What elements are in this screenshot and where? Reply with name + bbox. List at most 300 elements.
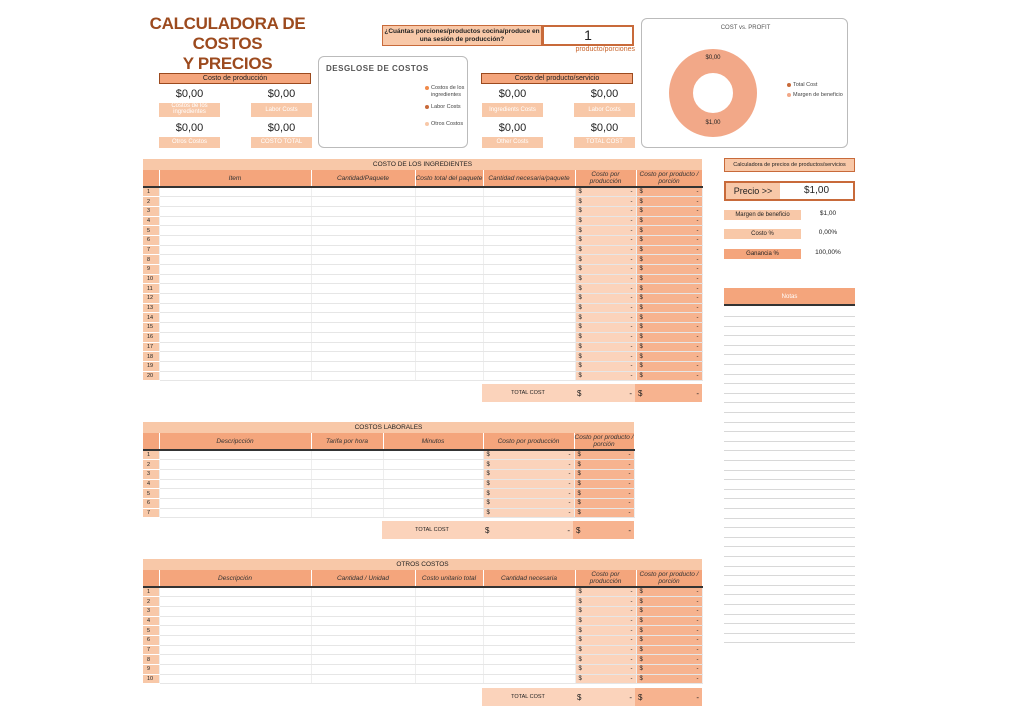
note-line[interactable] <box>724 335 855 336</box>
breakdown-legend <box>425 85 467 128</box>
table-cell[interactable] <box>483 361 575 371</box>
table-cell[interactable] <box>311 587 415 597</box>
table-cell[interactable] <box>483 587 575 597</box>
table-cell[interactable] <box>383 469 483 479</box>
table-cell[interactable] <box>159 265 311 275</box>
table-cell[interactable] <box>159 284 311 294</box>
table-row <box>143 255 702 265</box>
ingredients-total-portion: $ - <box>635 384 702 402</box>
table-cell[interactable] <box>415 206 483 216</box>
row-number: 7 <box>143 508 159 518</box>
legend-dot <box>425 86 429 90</box>
table-cell[interactable] <box>311 626 415 636</box>
portion-cost-cell: $ - <box>574 460 634 470</box>
table-cell[interactable] <box>483 235 575 245</box>
product-labor-label: Labor Costs <box>574 103 635 117</box>
portion-cost-cell: $ - <box>636 197 702 207</box>
col-description: Descripcción <box>159 433 311 450</box>
table-cell[interactable] <box>415 616 483 626</box>
note-line[interactable] <box>724 546 855 547</box>
table-cell[interactable] <box>311 469 383 479</box>
table-cell[interactable] <box>311 489 383 499</box>
table-cell[interactable] <box>483 371 575 381</box>
metric-cost-label: Costo % <box>724 229 801 239</box>
portion-cost-cell: $ - <box>636 674 702 684</box>
portions-question: ¿Cuántas porciones/productos cocina/produce en una sesión de producción? <box>382 25 542 46</box>
table-cell[interactable] <box>483 674 575 684</box>
table-cell[interactable] <box>311 352 415 362</box>
portion-cost-cell: $ - <box>636 606 702 616</box>
production-cost-cell: $ - <box>575 265 636 275</box>
production-cost-cell: $ - <box>575 655 636 665</box>
row-number: 10 <box>143 674 159 684</box>
row-number: 1 <box>143 187 159 197</box>
table-row <box>143 469 634 479</box>
note-line[interactable] <box>724 441 855 442</box>
table-cell[interactable] <box>159 342 311 352</box>
note-line[interactable] <box>724 316 855 317</box>
table-cell[interactable] <box>483 206 575 216</box>
row-number: 3 <box>143 606 159 616</box>
ingredients-total-production: $ - <box>574 384 635 402</box>
table-cell[interactable] <box>483 294 575 304</box>
note-line[interactable] <box>724 393 855 394</box>
table-cell[interactable] <box>415 303 483 313</box>
note-line[interactable] <box>724 326 855 327</box>
row-number: 18 <box>143 352 159 362</box>
price-box <box>724 181 855 201</box>
labor-table <box>143 422 634 518</box>
row-number: 16 <box>143 332 159 342</box>
note-line[interactable] <box>724 633 855 634</box>
table-row <box>143 265 702 275</box>
note-line[interactable] <box>724 374 855 375</box>
portion-cost-cell: $ - <box>636 665 702 675</box>
production-labor-value: $0,00 <box>267 88 296 100</box>
row-number: 19 <box>143 361 159 371</box>
note-line[interactable] <box>724 402 855 403</box>
note-line[interactable] <box>724 537 855 538</box>
table-cell[interactable] <box>311 361 415 371</box>
table-cell[interactable] <box>159 674 311 684</box>
table-cell[interactable] <box>311 655 415 665</box>
table-cell[interactable] <box>311 187 415 197</box>
portion-cost-cell: $ - <box>636 265 702 275</box>
table-cell[interactable] <box>415 597 483 607</box>
table-cell[interactable] <box>383 508 483 518</box>
portion-cost-cell: $ - <box>636 216 702 226</box>
table-cell[interactable] <box>311 255 415 265</box>
row-number: 7 <box>143 645 159 655</box>
table-cell[interactable] <box>415 606 483 616</box>
note-line[interactable] <box>724 345 855 346</box>
note-line[interactable] <box>724 479 855 480</box>
table-cell[interactable] <box>483 352 575 362</box>
table-cell[interactable] <box>159 616 311 626</box>
table-cell[interactable] <box>159 371 311 381</box>
table-cell[interactable] <box>311 498 383 508</box>
product-total-label: TOTAL COST <box>574 137 635 148</box>
row-number: 13 <box>143 303 159 313</box>
product-ingredients-label: Ingredients Costs <box>482 103 543 117</box>
table-cell[interactable] <box>311 265 415 275</box>
note-line[interactable] <box>724 623 855 624</box>
table-cell[interactable] <box>383 498 483 508</box>
table-cell[interactable] <box>159 626 311 636</box>
table-cell[interactable] <box>311 206 415 216</box>
table-cell[interactable] <box>159 332 311 342</box>
table-cell[interactable] <box>483 216 575 226</box>
table-cell[interactable] <box>483 274 575 284</box>
table-cell[interactable] <box>483 626 575 636</box>
table-cell[interactable] <box>159 206 311 216</box>
production-cost-cell: $ - <box>483 469 574 479</box>
col-portion-cost: Costo por producto / porción <box>636 570 702 587</box>
row-number: 9 <box>143 265 159 275</box>
product-total-value: $0,00 <box>590 122 619 134</box>
table-cell[interactable] <box>415 284 483 294</box>
table-cell[interactable] <box>415 665 483 675</box>
table-cell[interactable] <box>311 597 415 607</box>
product-other-label: Other Costs <box>482 137 543 148</box>
table-row <box>143 332 702 342</box>
table-cell[interactable] <box>483 265 575 275</box>
table-cell[interactable] <box>383 450 483 460</box>
table-cell[interactable] <box>483 635 575 645</box>
table-row <box>143 313 702 323</box>
table-cell[interactable] <box>311 371 415 381</box>
table-cell[interactable] <box>159 197 311 207</box>
production-cost-cell: $ - <box>575 294 636 304</box>
table-cell[interactable] <box>415 587 483 597</box>
table-cell[interactable] <box>415 274 483 284</box>
row-number: 5 <box>143 626 159 636</box>
table-cell[interactable] <box>311 323 415 333</box>
table-cell[interactable] <box>159 460 311 470</box>
note-line[interactable] <box>724 364 855 365</box>
price-input[interactable]: $1,00 <box>803 185 830 196</box>
table-row <box>143 587 702 597</box>
production-other-label: Otros Costos <box>159 137 220 148</box>
note-line[interactable] <box>724 412 855 413</box>
production-labor-label: Labor Costs <box>251 103 312 117</box>
table-cell[interactable] <box>483 313 575 323</box>
col-package-cost: Costo total del paquete <box>415 170 483 187</box>
production-cost-cell: $ - <box>575 645 636 655</box>
table-cell[interactable] <box>483 342 575 352</box>
table-cell[interactable] <box>311 332 415 342</box>
note-line[interactable] <box>724 489 855 490</box>
table-cell[interactable] <box>415 226 483 236</box>
ingredients-total-row <box>482 384 702 402</box>
table-cell[interactable] <box>415 323 483 333</box>
table-cell[interactable] <box>311 606 415 616</box>
table-cell[interactable] <box>159 508 311 518</box>
note-line[interactable] <box>724 556 855 557</box>
ingredients-table <box>143 159 702 381</box>
table-row <box>143 371 702 381</box>
row-number: 12 <box>143 294 159 304</box>
table-row <box>143 235 702 245</box>
table-cell[interactable] <box>483 606 575 616</box>
production-cost-cell: $ - <box>575 597 636 607</box>
row-number: 3 <box>143 206 159 216</box>
portion-cost-cell: $ - <box>636 597 702 607</box>
table-cell[interactable] <box>415 187 483 197</box>
row-number: 8 <box>143 255 159 265</box>
table-cell[interactable] <box>159 187 311 197</box>
table-cell[interactable] <box>415 332 483 342</box>
table-cell[interactable] <box>159 294 311 304</box>
table-cell[interactable] <box>159 245 311 255</box>
portion-cost-cell: $ - <box>574 489 634 499</box>
labor-total-row <box>382 521 634 539</box>
table-cell[interactable] <box>311 303 415 313</box>
legend-item-margin: Margen de beneficio <box>787 92 843 99</box>
table-cell[interactable] <box>415 645 483 655</box>
note-line[interactable] <box>724 575 855 576</box>
table-cell[interactable] <box>159 655 311 665</box>
table-cell[interactable] <box>311 508 383 518</box>
portion-cost-cell: $ - <box>636 626 702 636</box>
table-row <box>143 450 634 460</box>
portion-cost-cell: $ - <box>574 469 634 479</box>
table-cell[interactable] <box>415 342 483 352</box>
note-line[interactable] <box>724 422 855 423</box>
row-number: 1 <box>143 450 159 460</box>
table-cell[interactable] <box>159 645 311 655</box>
table-row <box>143 226 702 236</box>
table-cell[interactable] <box>311 216 415 226</box>
legend-item-other: Otros Costos <box>425 121 467 128</box>
table-cell[interactable] <box>159 635 311 645</box>
legend-item-labor: Labor Costs <box>425 104 467 111</box>
table-cell[interactable] <box>383 460 483 470</box>
table-cell[interactable] <box>415 265 483 275</box>
table-cell[interactable] <box>311 674 415 684</box>
table-cell[interactable] <box>159 361 311 371</box>
table-cell[interactable] <box>311 245 415 255</box>
table-cell[interactable] <box>415 216 483 226</box>
other-costs-table <box>143 559 702 684</box>
table-cell[interactable] <box>159 587 311 597</box>
table-row <box>143 616 702 626</box>
note-line[interactable] <box>724 383 855 384</box>
labor-total-portion: $ - <box>573 521 634 539</box>
table-cell[interactable] <box>483 245 575 255</box>
table-cell[interactable] <box>311 665 415 675</box>
table-cell[interactable] <box>415 294 483 304</box>
table-cell[interactable] <box>483 323 575 333</box>
table-cell[interactable] <box>415 635 483 645</box>
table-cell[interactable] <box>483 197 575 207</box>
table-cell[interactable] <box>311 635 415 645</box>
table-cell[interactable] <box>159 665 311 675</box>
row-number: 4 <box>143 216 159 226</box>
production-cost-cell: $ - <box>575 674 636 684</box>
note-line[interactable] <box>724 450 855 451</box>
table-cell[interactable] <box>311 284 415 294</box>
table-cell[interactable] <box>415 674 483 684</box>
table-cell[interactable] <box>159 303 311 313</box>
table-cell[interactable] <box>415 352 483 362</box>
portion-cost-cell: $ - <box>636 616 702 626</box>
table-cell[interactable] <box>159 255 311 265</box>
table-row <box>143 206 702 216</box>
portion-cost-cell: $ - <box>574 508 634 518</box>
table-cell[interactable] <box>415 361 483 371</box>
row-number: 14 <box>143 313 159 323</box>
production-cost-cell: $ - <box>575 197 636 207</box>
table-row <box>143 187 702 197</box>
table-cell[interactable] <box>159 479 311 489</box>
row-number: 7 <box>143 245 159 255</box>
table-cell[interactable] <box>483 303 575 313</box>
metric-margin-value: $1,00 <box>819 210 837 217</box>
table-cell[interactable] <box>311 313 415 323</box>
production-cost-cell: $ - <box>575 284 636 294</box>
table-row <box>143 655 702 665</box>
legend-dot <box>787 93 791 97</box>
portion-cost-cell: $ - <box>636 303 702 313</box>
row-number: 1 <box>143 587 159 597</box>
other-costs-total-label: TOTAL COST <box>482 688 574 706</box>
table-cell[interactable] <box>311 645 415 655</box>
note-line[interactable] <box>724 642 855 643</box>
table-row <box>143 245 702 255</box>
portion-cost-cell: $ - <box>636 361 702 371</box>
production-cost-cell: $ - <box>575 274 636 284</box>
table-cell[interactable] <box>415 197 483 207</box>
portion-cost-cell: $ - <box>636 342 702 352</box>
donut-label-top: $0,00 <box>705 55 721 61</box>
production-cost-cell: $ - <box>483 489 574 499</box>
legend-dot <box>787 83 791 87</box>
production-cost-cell: $ - <box>575 606 636 616</box>
col-quantity-package: Cantidad/Paquete <box>311 170 415 187</box>
metric-margin-label: Margen de beneficio <box>724 210 801 220</box>
table-cell[interactable] <box>311 235 415 245</box>
note-line[interactable] <box>724 354 855 355</box>
note-line[interactable] <box>724 566 855 567</box>
table-cell[interactable] <box>311 616 415 626</box>
table-cell[interactable] <box>159 235 311 245</box>
note-line[interactable] <box>724 594 855 595</box>
legend-item-total-cost: Total Cost <box>787 82 843 89</box>
donut-label-bottom: $1,00 <box>705 120 721 126</box>
row-number: 2 <box>143 460 159 470</box>
note-line[interactable] <box>724 508 855 509</box>
portions-input[interactable]: 1 <box>542 25 634 46</box>
labor-grid <box>143 433 635 518</box>
table-row <box>143 352 702 362</box>
col-production-cost: Costo por producción <box>483 433 574 450</box>
production-ingredients-value: $0,00 <box>175 88 204 100</box>
note-line[interactable] <box>724 614 855 615</box>
production-cost-cell: $ - <box>575 587 636 597</box>
table-cell[interactable] <box>415 626 483 636</box>
table-cell[interactable] <box>159 489 311 499</box>
table-cell[interactable] <box>483 226 575 236</box>
table-cell[interactable] <box>159 216 311 226</box>
table-cell[interactable] <box>311 274 415 284</box>
table-cell[interactable] <box>483 665 575 675</box>
col-quantity-unit: Cantidad / Unidad <box>311 570 415 587</box>
table-cell[interactable] <box>159 352 311 362</box>
note-line[interactable] <box>724 498 855 499</box>
table-cell[interactable] <box>415 371 483 381</box>
production-cost-cell: $ - <box>575 226 636 236</box>
table-cell[interactable] <box>159 498 311 508</box>
note-line[interactable] <box>724 431 855 432</box>
row-number: 5 <box>143 226 159 236</box>
table-cell[interactable] <box>415 655 483 665</box>
portion-cost-cell: $ - <box>636 235 702 245</box>
table-cell[interactable] <box>483 645 575 655</box>
note-line[interactable] <box>724 585 855 586</box>
table-cell[interactable] <box>311 226 415 236</box>
table-cell[interactable] <box>159 450 311 460</box>
note-line[interactable] <box>724 470 855 471</box>
portion-cost-cell: $ - <box>574 498 634 508</box>
row-number: 17 <box>143 342 159 352</box>
col-portion-cost: Costo por producto / porción <box>574 434 634 448</box>
production-cost-cell: $ - <box>575 235 636 245</box>
table-cell[interactable] <box>383 489 483 499</box>
table-row <box>143 635 702 645</box>
table-cell[interactable] <box>483 284 575 294</box>
table-cell[interactable] <box>159 597 311 607</box>
table-cell[interactable] <box>311 479 383 489</box>
col-quantity-needed: Cantidad necesaria/paquete <box>483 170 575 187</box>
table-cell[interactable] <box>159 323 311 333</box>
table-cell[interactable] <box>415 235 483 245</box>
table-cell[interactable] <box>311 342 415 352</box>
labor-total-label: TOTAL COST <box>382 521 482 539</box>
table-row <box>143 323 702 333</box>
table-cell[interactable] <box>311 294 415 304</box>
labor-header-row <box>143 433 634 450</box>
table-cell[interactable] <box>383 479 483 489</box>
note-line[interactable] <box>724 604 855 605</box>
table-cell[interactable] <box>483 332 575 342</box>
table-cell[interactable] <box>311 197 415 207</box>
note-line[interactable] <box>724 527 855 528</box>
note-line[interactable] <box>724 460 855 461</box>
table-cell[interactable] <box>415 313 483 323</box>
production-total-value: $0,00 <box>267 122 296 134</box>
page-title: CALCULADORA DE COSTOS Y PRECIOS <box>149 14 306 73</box>
table-cell[interactable] <box>159 274 311 284</box>
table-cell[interactable] <box>159 226 311 236</box>
table-cell[interactable] <box>483 655 575 665</box>
table-cell[interactable] <box>311 460 383 470</box>
table-cell[interactable] <box>159 313 311 323</box>
table-cell[interactable] <box>483 255 575 265</box>
table-cell[interactable] <box>483 597 575 607</box>
note-line[interactable] <box>724 518 855 519</box>
table-cell[interactable] <box>159 469 311 479</box>
table-cell[interactable] <box>415 255 483 265</box>
table-row <box>143 361 702 371</box>
table-cell[interactable] <box>415 245 483 255</box>
table-cell[interactable] <box>159 606 311 616</box>
table-cell[interactable] <box>483 187 575 197</box>
production-ingredients-label: Costos de los ingredientes <box>159 103 220 117</box>
table-cell[interactable] <box>483 616 575 626</box>
table-cell[interactable] <box>311 450 383 460</box>
portion-cost-cell: $ - <box>636 323 702 333</box>
